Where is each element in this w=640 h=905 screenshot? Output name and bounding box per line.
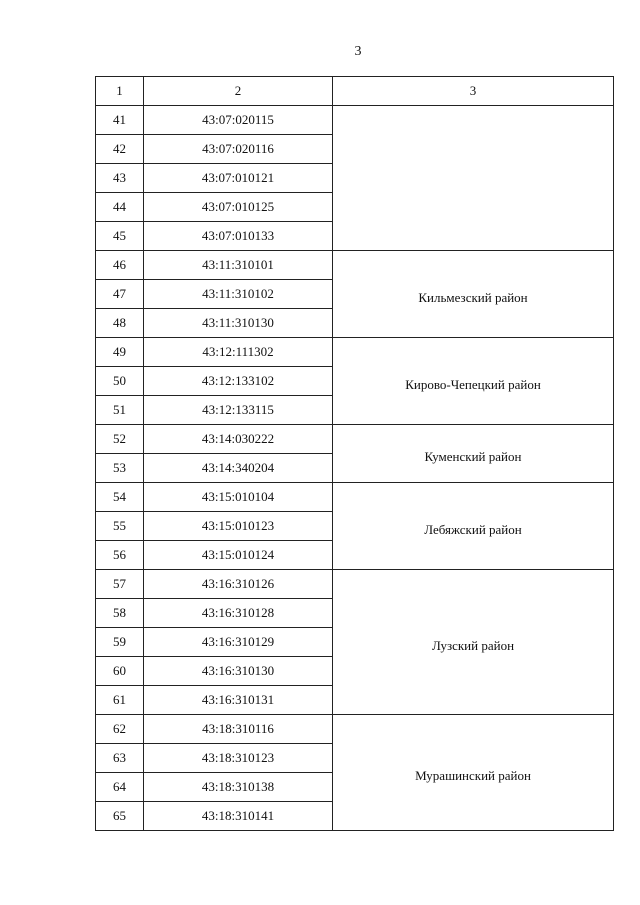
cadastral-number: 43:18:310116: [144, 715, 333, 744]
district-cell: [333, 570, 614, 715]
table-body: [96, 106, 614, 831]
district-name: Кильмезский район: [418, 289, 528, 305]
row-number: 49: [96, 338, 144, 367]
cadastral-number: 43:14:030222: [144, 425, 333, 454]
cadastral-number: 43:14:340204: [144, 454, 333, 483]
row-number: 53: [96, 454, 144, 483]
cadastral-number: 43:18:310123: [144, 744, 333, 773]
cadastral-number: 43:18:310138: [144, 773, 333, 802]
table-row: [96, 251, 614, 280]
row-number: 45: [96, 222, 144, 251]
cadastral-number: 43:18:310141: [144, 802, 333, 831]
cadastral-number: 43:12:111302: [144, 338, 333, 367]
cadastral-number: 43:16:310131: [144, 686, 333, 715]
row-number: 50: [96, 367, 144, 396]
row-number: 44: [96, 193, 144, 222]
row-number: 47: [96, 280, 144, 309]
cadastral-number: 43:12:133102: [144, 367, 333, 396]
row-number: 57: [96, 570, 144, 599]
table-row: [96, 715, 614, 744]
cadastral-number: 43:16:310130: [144, 657, 333, 686]
table-header-row: [96, 77, 614, 106]
district-cell: [333, 715, 614, 831]
cadastral-table: [95, 76, 614, 831]
cadastral-number: 43:07:020115: [144, 106, 333, 135]
district-name: Куменский район: [424, 449, 522, 464]
row-number: 52: [96, 425, 144, 454]
district-name: [333, 175, 613, 182]
district-cell: [333, 338, 614, 425]
cadastral-number: 43:15:010123: [144, 512, 333, 541]
row-number: 48: [96, 309, 144, 338]
row-number: 46: [96, 251, 144, 280]
cadastral-number: 43:07:010121: [144, 164, 333, 193]
row-number: 56: [96, 541, 144, 570]
cadastral-number: 43:11:310101: [144, 251, 333, 280]
row-number: 61: [96, 686, 144, 715]
district-name: Мурашинский район: [415, 768, 531, 783]
row-number: 59: [96, 628, 144, 657]
header-col-2: 2: [144, 77, 333, 106]
cadastral-number: 43:11:310130: [144, 309, 333, 338]
cadastral-number: 43:15:010124: [144, 541, 333, 570]
row-number: 41: [96, 106, 144, 135]
header-col-1: 1: [96, 77, 144, 106]
district-name: Лебяжский район: [424, 521, 522, 537]
row-number: 58: [96, 599, 144, 628]
cadastral-number: 43:07:010125: [144, 193, 333, 222]
district-cell: [333, 483, 614, 570]
table-row: [96, 425, 614, 454]
row-number: 43: [96, 164, 144, 193]
cadastral-number: 43:16:310128: [144, 599, 333, 628]
cadastral-number: 43:07:010133: [144, 222, 333, 251]
cadastral-number: 43:15:010104: [144, 483, 333, 512]
row-number: 62: [96, 715, 144, 744]
cadastral-number: 43:07:020116: [144, 135, 333, 164]
page-number: 3: [354, 44, 362, 59]
cadastral-number: 43:16:310129: [144, 628, 333, 657]
district-name: Лузский район: [431, 637, 515, 653]
table-row: [96, 483, 614, 512]
table-row: [96, 338, 614, 367]
row-number: 60: [96, 657, 144, 686]
row-number: 51: [96, 396, 144, 425]
district-cell: [333, 425, 614, 483]
row-number: 55: [96, 512, 144, 541]
row-number: 42: [96, 135, 144, 164]
district-name: Кирово-Чепецкий район: [405, 376, 541, 392]
cadastral-number: 43:12:133115: [144, 396, 333, 425]
row-number: 63: [96, 744, 144, 773]
cadastral-number: 43:11:310102: [144, 280, 333, 309]
header-col-3: 3: [333, 77, 614, 106]
district-cell: [333, 106, 614, 251]
row-number: 54: [96, 483, 144, 512]
district-cell: [333, 251, 614, 338]
table-row: [96, 570, 614, 599]
row-number: 65: [96, 802, 144, 831]
table-row: [96, 106, 614, 135]
row-number: 64: [96, 773, 144, 802]
cadastral-number: 43:16:310126: [144, 570, 333, 599]
